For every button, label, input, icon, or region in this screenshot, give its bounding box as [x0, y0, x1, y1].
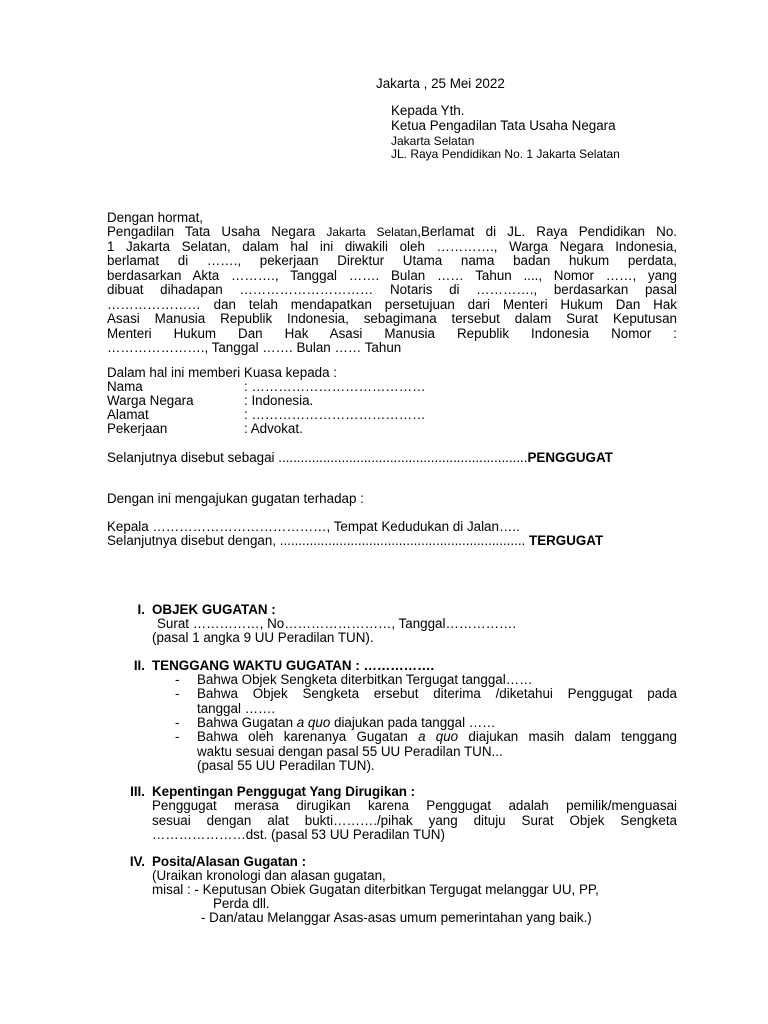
kuasa-field-warga-negara: Warga Negara : Indonesia.: [107, 393, 314, 408]
section-1-line: Surat ……………, No……………………, Tanggal…………….: [157, 616, 517, 631]
opening-line: berlamat di ……., pekerjaan Direktur Utama nama badan hukum perdata,: [107, 253, 677, 268]
opening-line: berdasarkan Akta ………., Tanggal ……. Bulan …… Tahun ...., Nomor ……, yang: [107, 267, 677, 283]
opening-line: …………………., Tanggal ……. Bulan …… Tahun: [107, 340, 402, 355]
penggugat-line: Selanjutnya disebut sebagai ...................................................................PENGGUGAT: [107, 450, 613, 465]
recipient-line-2: Ketua Pengadilan Tata Usaha Negara: [391, 118, 616, 133]
kuasa-field-alamat: Alamat : …………………………………: [107, 407, 426, 422]
kuasa-field-pekerjaan: Pekerjaan : Advokat.: [107, 421, 303, 436]
section-2-bullet: Bahwa Objek Sengketa ersebut diterima /diketahui Penggugat pada tanggal …….: [197, 686, 677, 716]
opening-line: Menteri Hukum Dan Hak Asasi Manusia Republik Indonesia Nomor :: [107, 325, 677, 341]
penggugat-label: PENGGUGAT: [527, 450, 613, 465]
recipient-line-4: JL. Raya Pendidikan No. 1 Jakarta Selatan: [391, 147, 620, 161]
kuasa-intro: Dalam hal ini memberi Kuasa kepada :: [107, 365, 337, 380]
section-2-bullet: Bahwa Gugatan a quo diajukan pada tanggal ……: [197, 715, 496, 730]
bullet-dash: -: [175, 686, 180, 701]
opening-line: dibuat dihadapan ………………………… Notaris di …………., berdasarkan pasal: [107, 282, 677, 297]
section-3-number: III.: [130, 784, 145, 799]
section-4-line: misal : - Keputusan Obiek Gugatan diterbitkan Tergugat melanggar UU, PP,: [152, 882, 599, 897]
section-2-number: II.: [133, 658, 145, 673]
opening-line: Asasi Manusia Republik Indonesia, sebagimana tersebut dalam Surat Keputusan: [107, 311, 677, 326]
tergugat-label: TERGUGAT: [529, 533, 604, 548]
opening-line: ………………… dan telah mendapatkan persetujuan dari Menteri Hukum Dan Hak: [107, 296, 677, 312]
recipient-line-3: Jakarta Selatan: [391, 134, 475, 148]
tergugat-line: Selanjutnya disebut dengan, .................................................................. TERGUGAT: [107, 533, 604, 548]
kuasa-field-nama: Nama : …………………………………: [107, 379, 426, 394]
opening-line: 1 Jakarta Selatan, dalam hal ini diwakili oleh …………., Warga Negara Indonesia,: [107, 238, 677, 254]
section-4-line: (Uraikan kronologi dan alasan gugatan,: [152, 868, 386, 883]
section-1-title: OBJEK GUGATAN :: [152, 602, 276, 617]
section-4-line: - Dan/atau Melanggar Asas-asas umum pemerintahan yang baik.): [201, 910, 592, 925]
section-1-number: I.: [137, 602, 145, 617]
section-2-bullet: Bahwa oleh karenanya Gugatan a quo diajukan masih dalam tenggang waktu sesuai dengan pasal 55 UU Peradilan TUN... (pasal 55 UU Peradilan TUN).: [197, 729, 677, 773]
section-2-bullet: Bahwa Objek Sengketa diterbitkan Tergugat tanggal……: [197, 672, 533, 687]
bullet-dash: -: [175, 672, 180, 687]
bullet-dash: -: [175, 729, 180, 744]
section-4-title: Posita/Alasan Gugatan :: [152, 854, 307, 869]
section-4-line: Perda dll.: [213, 896, 270, 911]
opening-line-1: Pengadilan Tata Usaha Negara Jakarta Selatan,Berlamat di JL. Raya Pendidikan No.: [107, 224, 677, 239]
section-3-title: Kepentingan Penggugat Yang Dirugikan :: [152, 784, 416, 799]
kepala-line: Kepala …………………………………, Tempat Kedudukan di Jalan…..: [107, 519, 520, 534]
section-4-number: IV.: [129, 854, 145, 869]
bullet-dash: -: [175, 715, 180, 730]
section-2-title: TENGGANG WAKTU GUGATAN : …………….: [152, 658, 435, 673]
section-1-line: (pasal 1 angka 9 UU Peradilan TUN).: [152, 630, 374, 645]
salutation: Dengan hormat,: [107, 210, 204, 225]
letter-date: Jakarta , 25 Mei 2022: [376, 76, 505, 91]
gugatan-intro: Dengan ini mengajukan gugatan terhadap :: [107, 491, 364, 506]
opening-paragraph: [107, 225, 677, 356]
section-3-body: Penggugat merasa dirugikan karena Penggugat adalah pemilik/menguasai sesuai dengan alat bukti………./pihak yang dituju Surat Objek Sengketa …………………dst. (pasal 53 UU Peradilan TUN): [152, 798, 677, 842]
recipient-line-1: Kepada Yth.: [391, 103, 465, 118]
